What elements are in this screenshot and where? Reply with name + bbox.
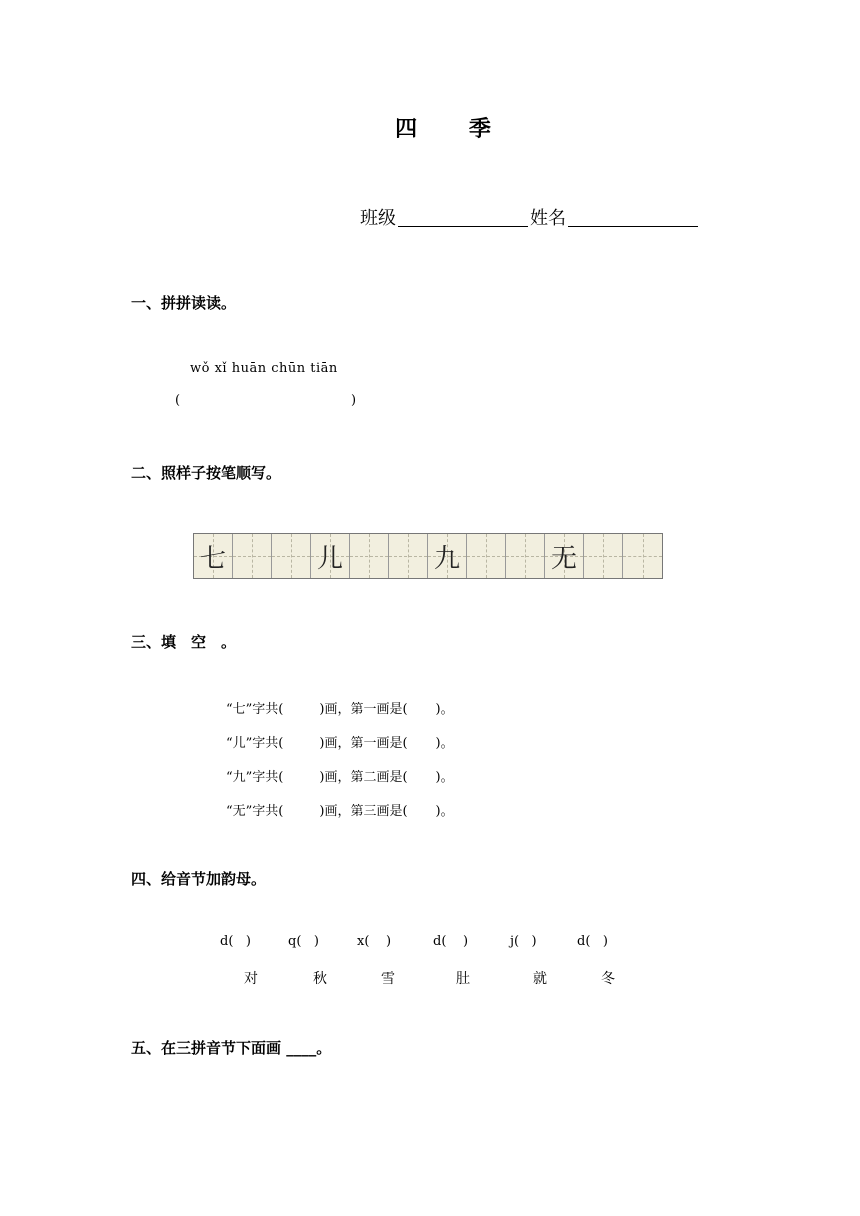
fill-row-mid: )画，第三画是( (319, 804, 408, 819)
fill-row (226, 732, 454, 751)
grid-cell (311, 534, 350, 578)
name-blank[interactable] (568, 206, 698, 227)
syllable-blank[interactable]: j( ) (510, 934, 537, 949)
section-1-heading: 一、拼拼读读。 (131, 294, 237, 312)
grid-cell[interactable] (623, 534, 662, 578)
grid-cell[interactable] (272, 534, 311, 578)
syllable-hanzi: 秋 (313, 971, 327, 987)
syllable-hanzi: 雪 (381, 971, 395, 987)
syllable-blank[interactable]: d( ) (577, 934, 608, 949)
pinyin-sentence: wǒ xǐ huān chūn tiān (190, 361, 338, 376)
syllable-blank[interactable]: q( ) (288, 934, 319, 949)
syllable-hanzi: 对 (244, 971, 258, 987)
answer-paren-right: ) (351, 393, 357, 408)
grid-cell[interactable] (389, 534, 428, 578)
student-info-line (360, 204, 700, 230)
syllable-hanzi: 冬 (601, 971, 615, 987)
fill-row-end: )。 (435, 736, 454, 751)
section-2-heading: 二、照样子按笔顺写。 (131, 464, 282, 482)
fill-row (226, 698, 454, 717)
fill-row-end: )。 (435, 770, 454, 785)
grid-cell (545, 534, 584, 578)
syllable-blank[interactable]: x( ) (357, 934, 392, 949)
grid-cell (428, 534, 467, 578)
fill-row-char: “无”字共( (226, 804, 284, 819)
section-5-heading: 五、在三拼音节下面画 ____。 (131, 1039, 332, 1057)
grid-char: 九 (433, 543, 460, 574)
fill-row-mid: )画，第二画是( (319, 770, 408, 785)
grid-cell[interactable] (233, 534, 272, 578)
fill-row (226, 800, 454, 819)
fill-row-end: )。 (435, 702, 454, 717)
section-3-heading: 三、填 空 。 (131, 633, 237, 651)
syllable-blank[interactable]: d( ) (220, 934, 251, 949)
grid-char: 七 (199, 543, 226, 574)
grid-cell (194, 534, 233, 578)
page-title: 四 季 (395, 116, 513, 142)
syllable-hanzi: 就 (533, 971, 547, 987)
grid-cell[interactable] (506, 534, 545, 578)
name-label: 姓名 (530, 208, 566, 229)
grid-cell[interactable] (584, 534, 623, 578)
fill-row-mid: )画，第一画是( (319, 736, 408, 751)
grid-cell[interactable] (350, 534, 389, 578)
class-blank[interactable] (398, 206, 528, 227)
fill-row-end: )。 (435, 804, 454, 819)
writing-grid (193, 533, 663, 579)
fill-row-char: “七”字共( (226, 702, 284, 717)
class-label: 班级 (360, 208, 396, 229)
grid-cell[interactable] (467, 534, 506, 578)
grid-char: 无 (550, 543, 577, 574)
fill-row-char: “儿”字共( (226, 736, 284, 751)
grid-char: 儿 (316, 543, 343, 574)
fill-row-mid: )画，第一画是( (319, 702, 408, 717)
answer-paren-left: ( (175, 393, 181, 408)
fill-row (226, 766, 454, 785)
syllable-hanzi: 肚 (456, 971, 470, 987)
syllable-blank[interactable]: d( ) (433, 934, 469, 949)
section-4-heading: 四、给音节加韵母。 (131, 870, 267, 888)
fill-row-char: “九”字共( (226, 770, 284, 785)
